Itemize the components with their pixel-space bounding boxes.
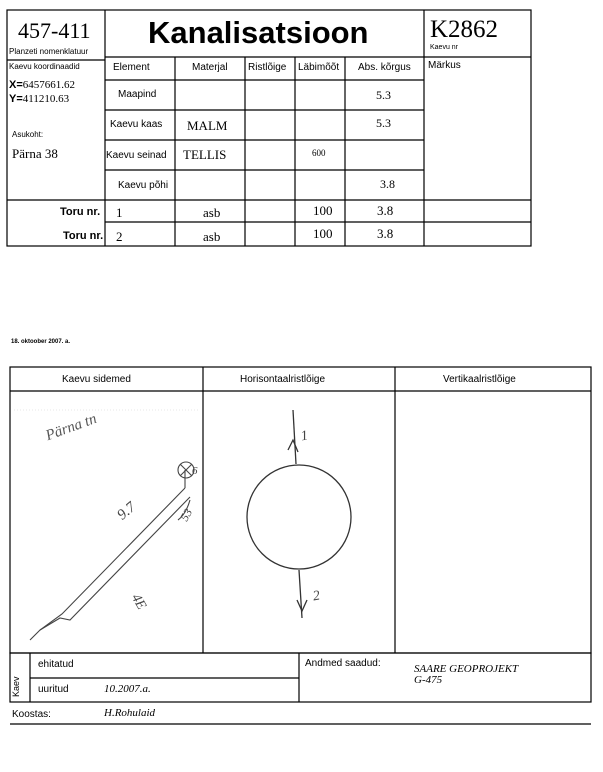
handwritten-mark: 6 [192, 465, 198, 477]
pipe-height: 3.8 [377, 203, 394, 218]
col-header-element: Element [113, 62, 150, 73]
col-header-cross: Ristlõige [248, 62, 287, 73]
well-no-value: K2862 [430, 16, 499, 43]
col-header-notes: Märkus [428, 60, 461, 71]
handwritten-distance-2: 4E [127, 591, 149, 613]
footer-side-label: Kaev [11, 676, 21, 697]
nomenclature-value: 457-411 [18, 18, 91, 43]
handwritten-distance-1: 9.7 [114, 499, 140, 524]
nomenclature-label: Planzeti nomenklatuur [9, 47, 89, 56]
handwritten-angle: 53 [177, 506, 196, 524]
sketch-header-horizontal: Horisontaalristlõige [240, 374, 326, 385]
data-from-label: Andmed saadud: [305, 658, 381, 669]
row-height: 3.8 [380, 177, 395, 191]
pipe-no: 1 [116, 205, 123, 220]
y-value: 411210.63 [22, 93, 70, 105]
pipe-diameter: 100 [313, 226, 333, 241]
sketch-header-vertical: Vertikaalristlõige [443, 374, 516, 385]
built-label: ehitatud [38, 659, 74, 670]
pipe-material: asb [203, 229, 221, 244]
handwritten-pipe-1: 1 [299, 428, 310, 445]
col-header-height: Abs. kõrgus [358, 62, 411, 73]
page-title: Kanalisatsioon [148, 15, 369, 50]
pipe-label: Toru nr. [60, 206, 101, 218]
surveyed-label: uuritud [38, 684, 69, 695]
row-element: Maapind [118, 89, 157, 100]
row-element: Kaevu põhi [118, 180, 169, 191]
y-label: Y= [9, 93, 23, 105]
pipe-diameter: 100 [313, 203, 333, 218]
handwritten-street: Pärna tn [43, 410, 99, 445]
sketch-header-connections: Kaevu sidemed [62, 374, 131, 385]
x-value: 6457661.62 [22, 79, 76, 91]
x-label: X= [9, 79, 23, 91]
sidemed-sketch [30, 462, 194, 640]
data-from-value-2: G-475 [414, 674, 443, 686]
coords-label: Kaevu koordinaadid [9, 62, 80, 71]
compiled-label: Koostas: [12, 709, 51, 720]
date-line: 18. oktoober 2007. a. [11, 339, 71, 345]
col-header-material: Materjal [192, 62, 228, 73]
row-height: 5.3 [376, 88, 391, 102]
well-no-label: Kaevu nr [430, 44, 459, 51]
data-from-value-1: SAARE GEOPROJEKT [414, 663, 519, 675]
handwritten-pipe-2: 2 [311, 588, 322, 605]
row-diameter: 600 [312, 148, 326, 158]
row-element: Kaevu seinad [106, 150, 167, 161]
location-label: Asukoht: [12, 130, 44, 139]
location-value: Pärna 38 [12, 146, 58, 161]
pipe-no: 2 [116, 229, 123, 244]
pipe-height: 3.8 [377, 226, 394, 241]
horizontal-section-sketch [247, 410, 351, 618]
row-material: MALM [187, 118, 228, 133]
pipe-label: Toru nr. [63, 230, 104, 242]
row-height: 5.3 [376, 116, 391, 130]
row-material: TELLIS [183, 147, 227, 162]
pipe-material: asb [203, 205, 221, 220]
col-header-diameter: Läbimõõt [298, 62, 340, 73]
compiled-value: H.Rohulaid [104, 707, 156, 719]
row-element: Kaevu kaas [110, 119, 163, 130]
y-coordinate [9, 94, 69, 105]
surveyed-value: 10.2007.a. [104, 683, 151, 695]
x-coordinate [9, 80, 75, 91]
